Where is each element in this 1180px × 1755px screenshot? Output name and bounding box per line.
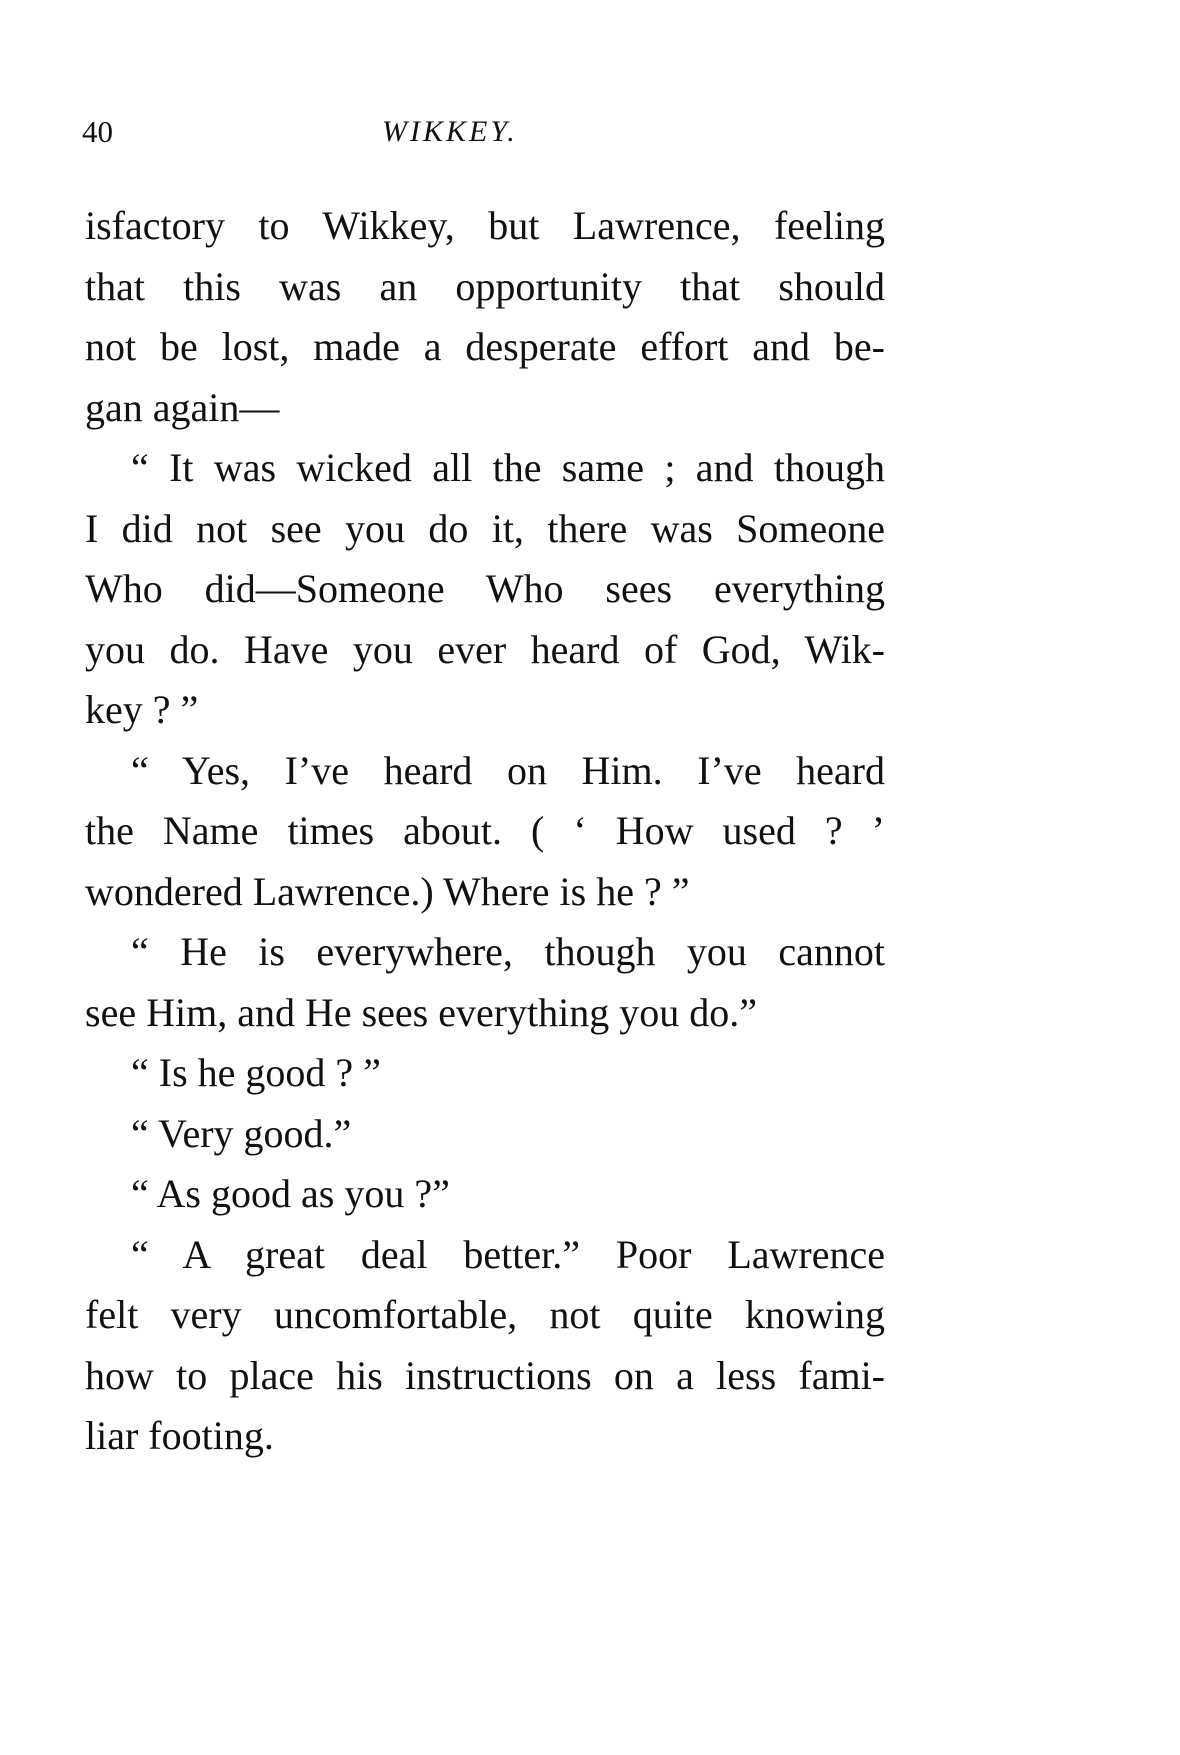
text-line: “ It was wicked all the same ; and though: [131, 445, 885, 490]
text-line: “ Yes, I’ve heard on Him. I’ve heard: [131, 747, 885, 793]
page-header: [82, 112, 882, 152]
text-line: key ? ”: [85, 687, 199, 732]
text-line: “ Very good.”: [131, 1110, 352, 1156]
text-line: isfactory to Wikkey, but Lawrence, feeling: [85, 203, 885, 248]
text-line: how to place his instructions on a less fami-: [85, 1352, 885, 1398]
text-line: liar footing.: [85, 1413, 274, 1458]
text-line: see Him, and He sees everything you do.”: [85, 989, 758, 1035]
text-line: not be lost, made a desperate effort and be-: [85, 324, 885, 369]
text-line: “ Is he good ? ”: [131, 1050, 381, 1095]
text-line: Who did—Someone Who sees everything: [85, 566, 885, 611]
text-line: the Name times about. ( ‘ How used ? ’: [85, 808, 885, 853]
text-line: “ As good as you ?”: [131, 1171, 450, 1216]
text-line: “ He is everywhere, though you cannot: [131, 929, 885, 974]
body-text: [85, 196, 885, 1467]
text-line: “ A great deal better.” Poor Lawrence: [131, 1231, 885, 1277]
text-line: you do. Have you ever heard of God, Wik-: [85, 626, 885, 672]
text-line: that this was an opportunity that should: [85, 263, 885, 309]
text-line: I did not see you do it, there was Someone: [85, 505, 885, 551]
text-line: gan again—: [85, 384, 280, 430]
text-line: wondered Lawrence.) Where is he ? ”: [85, 868, 690, 914]
running-title: WIKKEY.: [382, 115, 518, 148]
text-line: felt very uncomfortable, not quite knowing: [85, 1292, 885, 1337]
page-number: 40: [82, 114, 113, 149]
